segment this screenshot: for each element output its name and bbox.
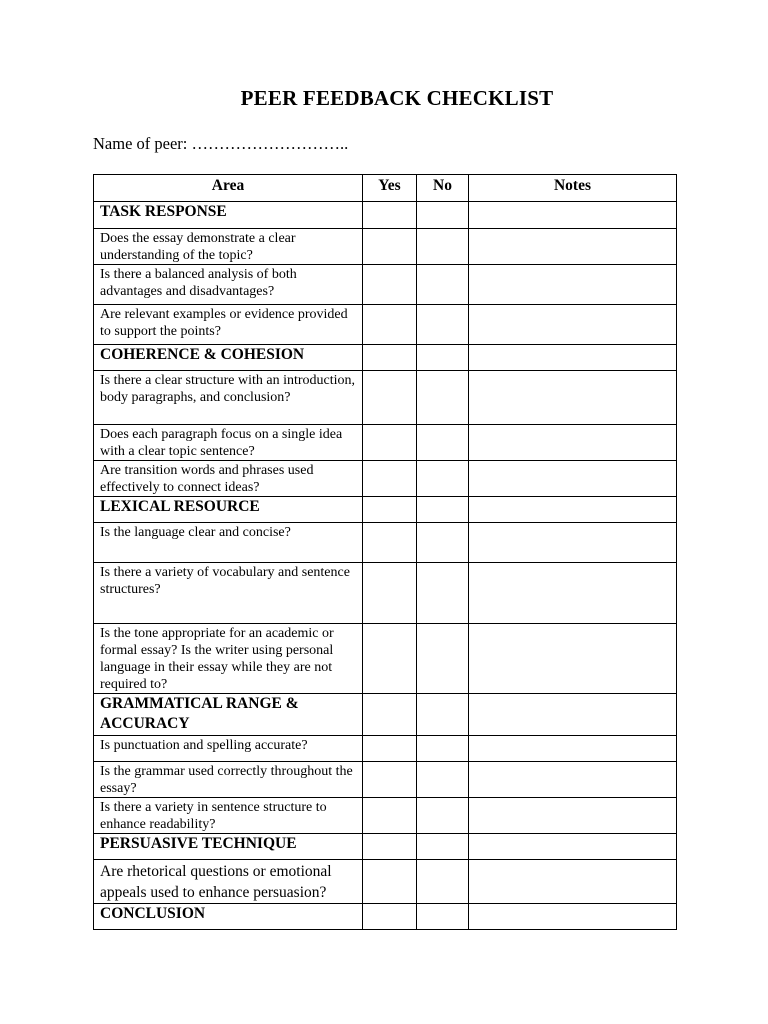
no-cell[interactable]: [417, 371, 469, 425]
question-text: Is there a variety in sentence structure to enhance readability?: [94, 798, 363, 834]
yes-cell[interactable]: [363, 762, 417, 798]
no-cell[interactable]: [417, 497, 469, 523]
question-row: [94, 265, 677, 305]
question-row: [94, 563, 677, 624]
notes-cell[interactable]: [469, 425, 677, 461]
notes-cell[interactable]: [469, 523, 677, 563]
yes-cell[interactable]: [363, 202, 417, 229]
notes-cell[interactable]: [469, 798, 677, 834]
question-text: Are rhetorical questions or emotional appeals used to enhance persuasion?: [94, 860, 363, 904]
notes-cell[interactable]: [469, 834, 677, 860]
question-row: [94, 736, 677, 762]
yes-cell[interactable]: [363, 425, 417, 461]
section-label: GRAMMATICAL RANGE & ACCURACY: [94, 694, 363, 736]
yes-cell[interactable]: [363, 694, 417, 736]
section-label: COHERENCE & COHESION: [94, 345, 363, 371]
document-title: PEER FEEDBACK CHECKLIST: [240, 86, 554, 110]
checklist-table: [93, 174, 677, 930]
question-text: Is the tone appropriate for an academic or formal essay? Is the writer using personal language in their essay while they are not required to?: [94, 624, 363, 694]
yes-cell[interactable]: [363, 523, 417, 563]
notes-cell[interactable]: [469, 694, 677, 736]
yes-cell[interactable]: [363, 371, 417, 425]
no-cell[interactable]: [417, 265, 469, 305]
notes-cell[interactable]: [469, 497, 677, 523]
peer-name-label: Name of peer:: [93, 134, 188, 153]
yes-cell[interactable]: [363, 563, 417, 624]
question-text: Is there a variety of vocabulary and sentence structures?: [94, 563, 363, 624]
section-row: [94, 694, 677, 736]
section-label: PERSUASIVE TECHNIQUE: [94, 834, 363, 860]
no-cell[interactable]: [417, 904, 469, 930]
section-label: LEXICAL RESOURCE: [94, 497, 363, 523]
no-cell[interactable]: [417, 563, 469, 624]
no-cell[interactable]: [417, 305, 469, 345]
notes-cell[interactable]: [469, 265, 677, 305]
no-cell[interactable]: [417, 694, 469, 736]
notes-cell[interactable]: [469, 461, 677, 497]
question-row: [94, 624, 677, 694]
notes-cell[interactable]: [469, 345, 677, 371]
yes-cell[interactable]: [363, 265, 417, 305]
yes-cell[interactable]: [363, 798, 417, 834]
question-text: Is the grammar used correctly throughout the essay?: [94, 762, 363, 798]
section-label: CONCLUSION: [94, 904, 363, 930]
yes-cell[interactable]: [363, 834, 417, 860]
no-cell[interactable]: [417, 762, 469, 798]
question-row: [94, 305, 677, 345]
question-text: Is there a clear structure with an introduction, body paragraphs, and conclusion?: [94, 371, 363, 425]
notes-cell[interactable]: [469, 371, 677, 425]
no-cell[interactable]: [417, 461, 469, 497]
notes-cell[interactable]: [469, 202, 677, 229]
notes-cell[interactable]: [469, 904, 677, 930]
section-row: [94, 834, 677, 860]
yes-cell[interactable]: [363, 497, 417, 523]
yes-cell[interactable]: [363, 904, 417, 930]
no-cell[interactable]: [417, 345, 469, 371]
section-row: [94, 497, 677, 523]
no-cell[interactable]: [417, 202, 469, 229]
question-row: [94, 229, 677, 265]
yes-cell[interactable]: [363, 229, 417, 265]
header-row: [94, 175, 677, 202]
section-row: [94, 202, 677, 229]
section-label: TASK RESPONSE: [94, 202, 363, 229]
question-row: [94, 371, 677, 425]
no-cell[interactable]: [417, 425, 469, 461]
notes-cell[interactable]: [469, 762, 677, 798]
question-text: Is the language clear and concise?: [94, 523, 363, 563]
notes-cell[interactable]: [469, 736, 677, 762]
question-row: [94, 762, 677, 798]
yes-cell[interactable]: [363, 461, 417, 497]
question-text: Are relevant examples or evidence provided to support the points?: [94, 305, 363, 345]
yes-cell[interactable]: [363, 736, 417, 762]
peer-name-line: [93, 134, 348, 154]
yes-cell[interactable]: [363, 860, 417, 904]
header-no: No: [417, 175, 469, 202]
question-text: Does each paragraph focus on a single idea with a clear topic sentence?: [94, 425, 363, 461]
notes-cell[interactable]: [469, 860, 677, 904]
question-row: [94, 798, 677, 834]
yes-cell[interactable]: [363, 345, 417, 371]
no-cell[interactable]: [417, 229, 469, 265]
question-row: [94, 425, 677, 461]
peer-name-value: ………………………..: [191, 134, 349, 153]
no-cell[interactable]: [417, 834, 469, 860]
no-cell[interactable]: [417, 798, 469, 834]
notes-cell[interactable]: [469, 229, 677, 265]
notes-cell[interactable]: [469, 305, 677, 345]
notes-cell[interactable]: [469, 563, 677, 624]
yes-cell[interactable]: [363, 305, 417, 345]
question-text: Does the essay demonstrate a clear understanding of the topic?: [94, 229, 363, 265]
question-row: [94, 860, 677, 904]
yes-cell[interactable]: [363, 624, 417, 694]
notes-cell[interactable]: [469, 624, 677, 694]
question-text: Is there a balanced analysis of both advantages and disadvantages?: [94, 265, 363, 305]
section-row: [94, 345, 677, 371]
question-text: Are transition words and phrases used effectively to connect ideas?: [94, 461, 363, 497]
no-cell[interactable]: [417, 736, 469, 762]
header-notes: Notes: [469, 175, 677, 202]
no-cell[interactable]: [417, 523, 469, 563]
question-text: Is punctuation and spelling accurate?: [94, 736, 363, 762]
header-area: Area: [94, 175, 363, 202]
header-yes: Yes: [363, 175, 417, 202]
no-cell[interactable]: [417, 860, 469, 904]
question-row: [94, 523, 677, 563]
section-row: [94, 904, 677, 930]
question-row: [94, 461, 677, 497]
no-cell[interactable]: [417, 624, 469, 694]
